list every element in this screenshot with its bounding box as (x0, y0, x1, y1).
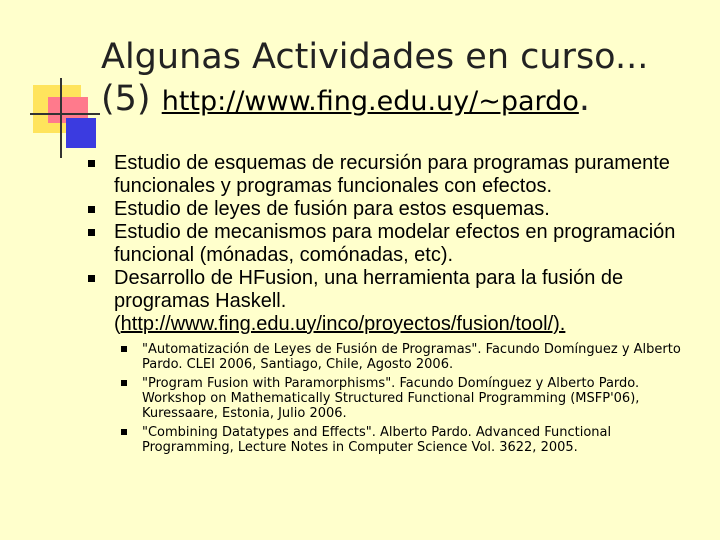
reference-item (0, 342, 682, 372)
bullet-text: Estudio de leyes de fusión para estos esquemas. (114, 198, 550, 220)
reference-text: "Automatización de Leyes de Fusión de Programas". Facundo Domínguez y Alberto Pardo. CLEI 2006, Santiago, Chile, Agosto 2006. (142, 342, 681, 372)
sub-bullet-square-icon (121, 346, 127, 352)
title-url-link[interactable]: http://www.fing.edu.uy/~pardo (161, 86, 579, 117)
reference-text: "Combining Datatypes and Effects". Alberto Pardo. Advanced Functional Programming, Lecture Notes in Computer Science Vol. 3622, 2005. (142, 425, 612, 455)
title-line-2 (101, 78, 701, 123)
reference-list (0, 342, 720, 455)
bullet-list (0, 152, 720, 459)
bullet-square-icon (88, 160, 95, 167)
bullet-square-icon (88, 275, 95, 282)
bullet-item (0, 221, 706, 267)
bullet-item (0, 198, 706, 221)
reference-item (0, 425, 682, 455)
decor-horizontal-line (30, 113, 100, 115)
slide-title (101, 36, 701, 123)
bullet-text: Desarrollo de HFusion, una herramienta para la fusión de programas Haskell. (114, 267, 624, 312)
title-suffix: . (578, 79, 590, 119)
hfusion-url-link[interactable]: http://www.fing.edu.uy/inco/proyectos/fusion/tool/). (120, 313, 566, 335)
bullet-square-icon (88, 206, 95, 213)
decor-vertical-line (60, 78, 62, 158)
sub-bullet-square-icon (121, 429, 127, 435)
decor-blue-square (66, 118, 96, 148)
title-line-1: Algunas Actividades en curso... (101, 37, 649, 77)
bullet-square-icon (88, 229, 95, 236)
bullet-text: Estudio de esquemas de recursión para programas puramente funcionales y programas funcionales con efectos. (114, 152, 670, 197)
title-prefix: (5) (101, 79, 162, 119)
sub-bullet-square-icon (121, 380, 127, 386)
hfusion-open-paren: ( (114, 313, 121, 335)
reference-text: "Program Fusion with Paramorphisms". Facundo Domínguez y Alberto Pardo. Workshop on Mathematically Structured Functional Programming (MSFP'06), Kuressaare, Estonia, Julio 2006. (142, 376, 640, 421)
bullet-text: Estudio de mecanismos para modelar efectos en programación funcional (mónadas, comónadas, etc). (114, 221, 676, 266)
bullet-item (0, 267, 706, 336)
reference-item (0, 376, 682, 421)
bullet-item (0, 152, 706, 198)
